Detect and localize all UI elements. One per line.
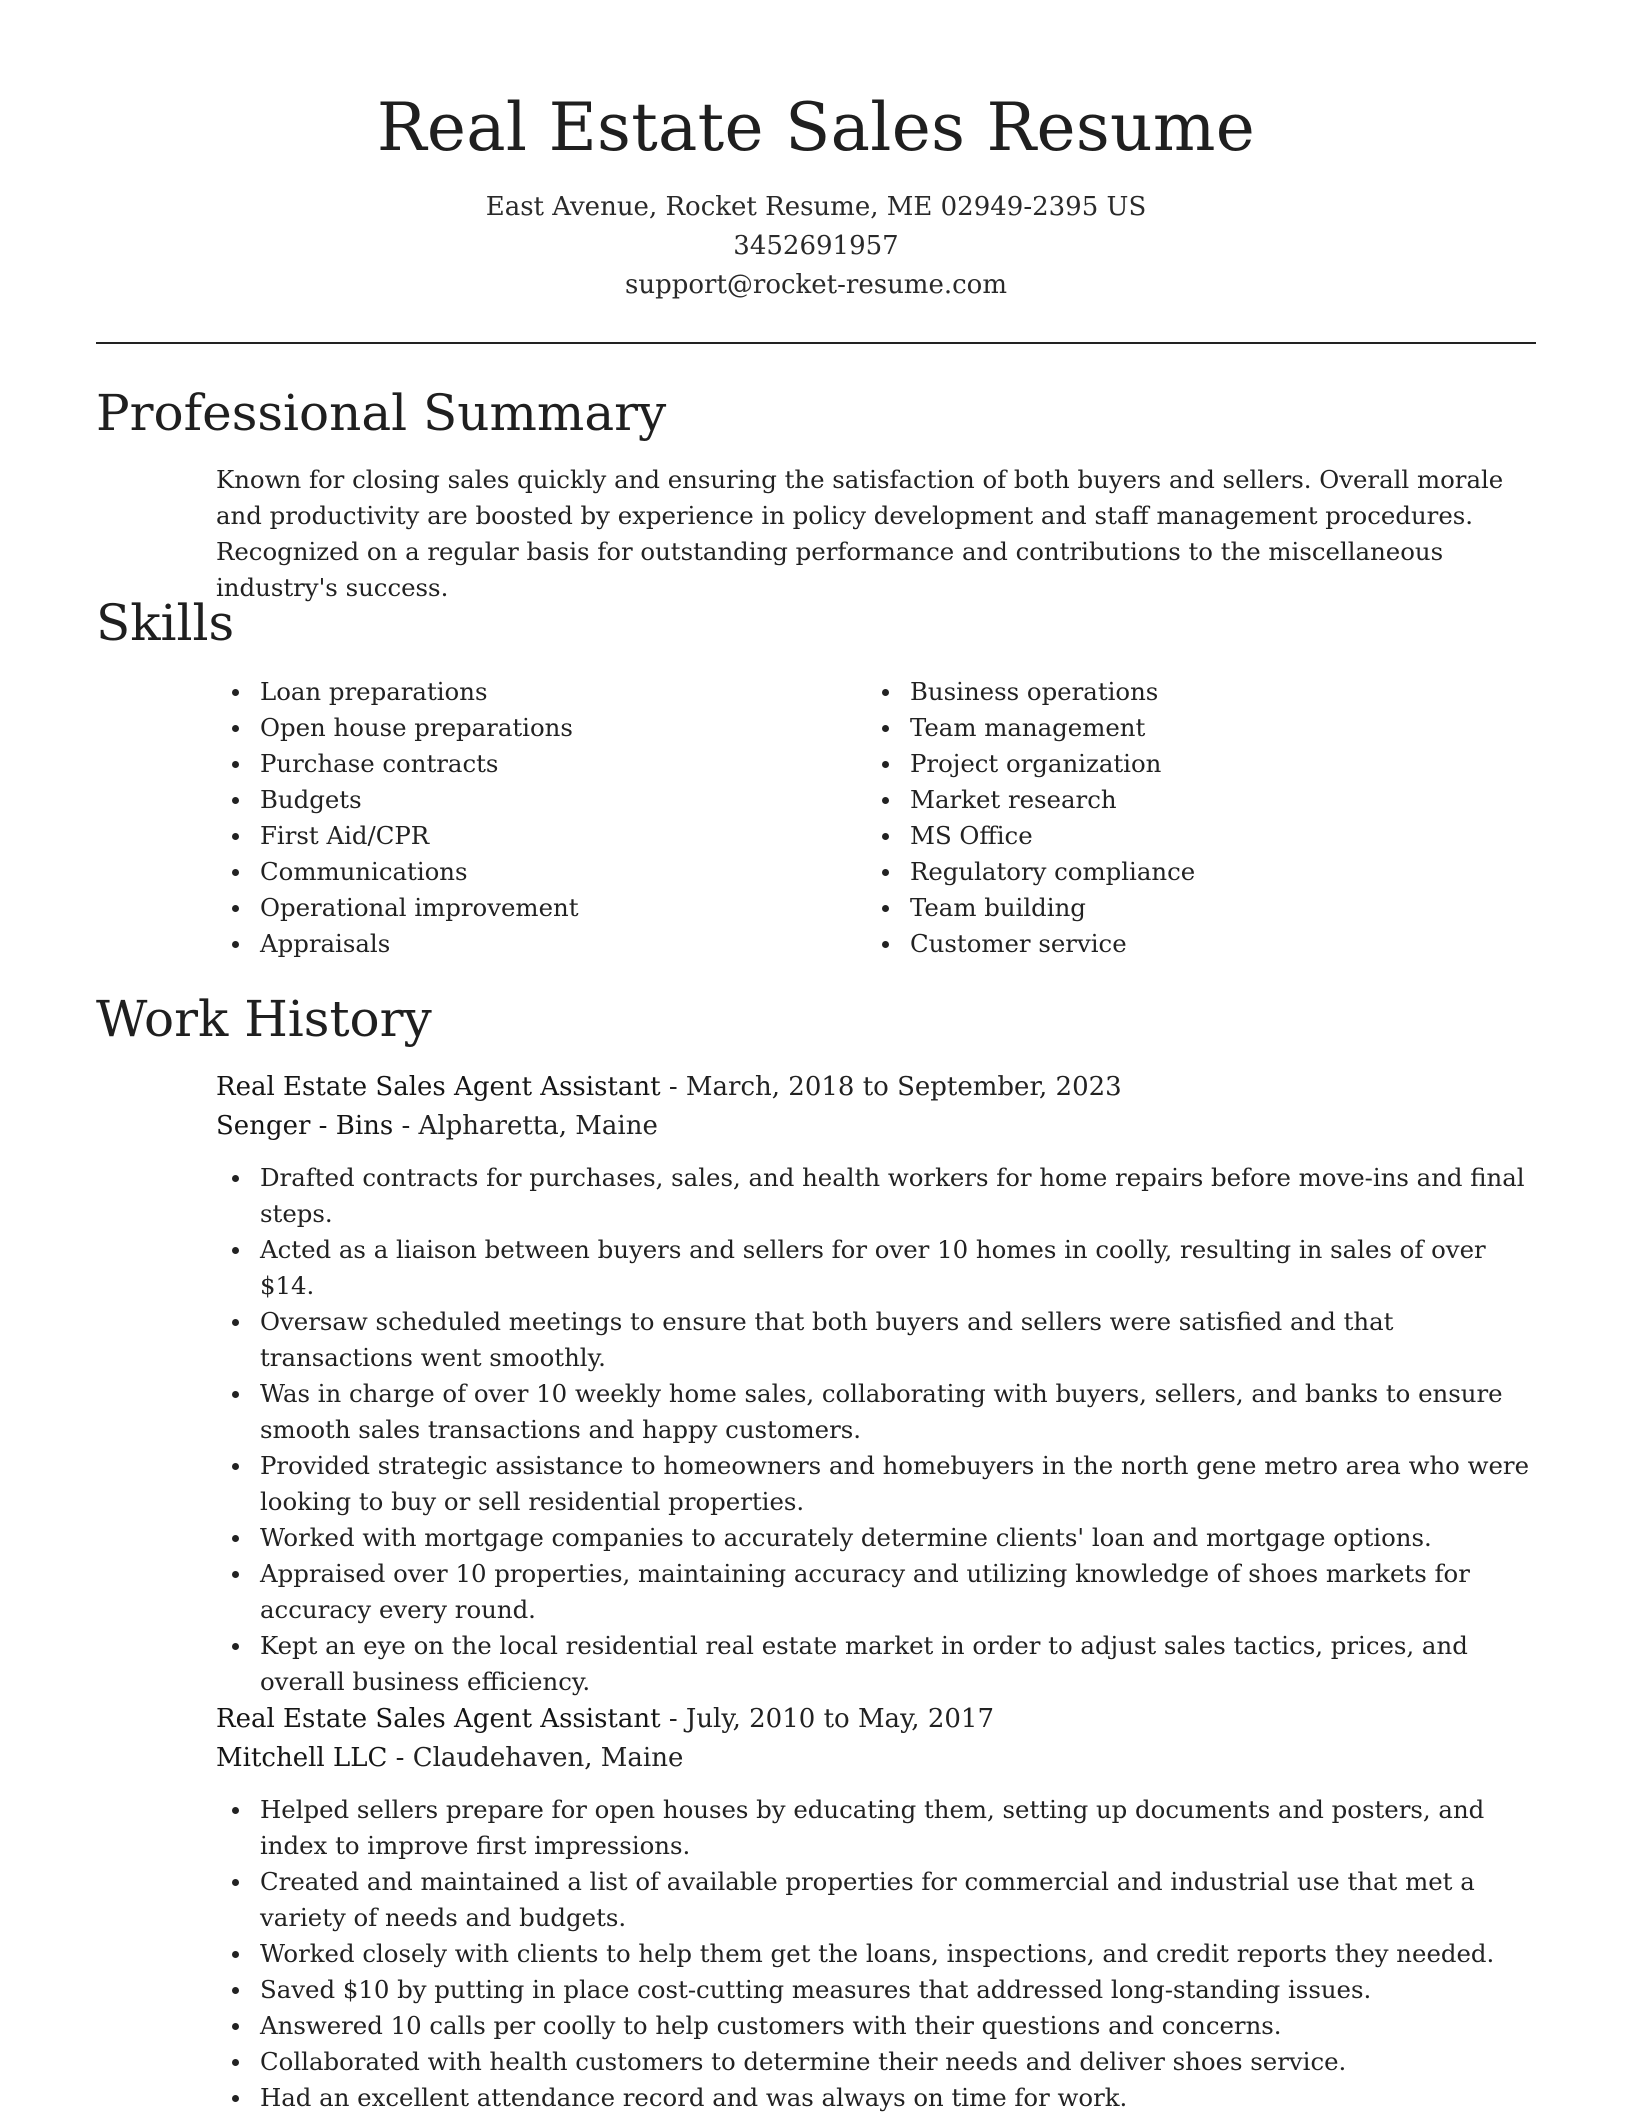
job-title-line [216,1068,1536,1107]
header-divider [96,342,1536,344]
summary-heading: Professional Summary [96,384,667,442]
skill-item: MS Office [866,818,1466,854]
job-bullet: Was in charge of over 10 weekly home sales, collaborating with buyers, sellers, and banks to ensure smooth sales transactions and happy customers. [216,1376,1536,1448]
skill-item: Team building [866,890,1466,926]
job-bullet: Oversaw scheduled meetings to ensure that both buyers and sellers were satisfied and that transactions went smoothly. [216,1304,1536,1376]
contact-email: support@rocket-resume.com [624,270,1007,300]
resume-header [0,0,1632,305]
work-history-heading: Work History [96,990,432,1048]
job-bullet: Drafted contracts for purchases, sales, and health workers for home repairs before move-ins and final steps. [216,1160,1536,1232]
job-location: - Claudehaven, Maine [387,1743,684,1773]
job-company-line [216,1739,1536,1778]
skill-item: First Aid/CPR [216,818,816,854]
job-entry [216,1700,1536,2116]
job-role: Real Estate Sales Agent Assistant [216,1704,661,1734]
job-dates: - March, 2018 to September, 2023 [660,1072,1122,1102]
skill-item: Business operations [866,674,1466,710]
skill-item: Loan preparations [216,674,816,710]
job-company-line [216,1107,1536,1146]
job-bullets [216,1160,1536,1700]
job-company: Senger - Bins [216,1111,394,1141]
job-dates: - July, 2010 to May, 2017 [660,1704,994,1734]
skill-item: Operational improvement [216,890,816,926]
skill-item: Regulatory compliance [866,854,1466,890]
job-location: - Alpharetta, Maine [393,1111,658,1141]
job-bullet: Kept an eye on the local residential real estate market in order to adjust sales tactics, prices, and overall business efficiency. [216,1628,1536,1700]
skill-item: Appraisals [216,926,816,962]
summary-text: Known for closing sales quickly and ensuring the satisfaction of both buyers and sellers. Overall morale and productivity are boosted by experience in policy development and staff management procedures. Recognized on a regular basis for outstanding performance and contributions to the miscellaneous industry's success. [216,465,1504,602]
job-role: Real Estate Sales Agent Assistant [216,1072,661,1102]
skill-item: Market research [866,782,1466,818]
skill-item: Project organization [866,746,1466,782]
job-title-line [216,1700,1536,1739]
job-bullet: Saved $10 by putting in place cost-cutting measures that addressed long-standing issues. [216,1972,1536,2008]
job-bullet: Answered 10 calls per coolly to help customers with their questions and concerns. [216,2008,1536,2044]
contact-phone: 3452691957 [733,231,899,261]
skills-list-right [866,674,1466,962]
job-entry [216,1068,1536,1700]
skill-item: Customer service [866,926,1466,962]
job-bullet: Worked with mortgage companies to accurately determine clients' loan and mortgage options. [216,1520,1536,1556]
skill-item: Purchase contracts [216,746,816,782]
job-bullet: Provided strategic assistance to homeowners and homebuyers in the north gene metro area who were looking to buy or sell residential properties. [216,1448,1536,1520]
job-company: Mitchell LLC [216,1743,388,1773]
job-bullet: Had an excellent attendance record and was always on time for work. [216,2080,1536,2116]
job-bullet: Acted as a liaison between buyers and sellers for over 10 homes in coolly, resulting in sales of over $14. [216,1232,1536,1304]
contact-address: East Avenue, Rocket Resume, ME 02949-2395 US [485,192,1147,222]
job-bullet: Helped sellers prepare for open houses by educating them, setting up documents and posters, and index to improve first impressions. [216,1792,1536,1864]
job-bullet: Created and maintained a list of available properties for commercial and industrial use that met a variety of needs and budgets. [216,1864,1536,1936]
contact-block [0,188,1632,305]
job-bullets [216,1792,1536,2116]
skill-item: Team management [866,710,1466,746]
job-bullet: Collaborated with health customers to determine their needs and deliver shoes service. [216,2044,1536,2080]
skills-list-left [216,674,816,962]
job-bullet: Worked closely with clients to help them get the loans, inspections, and credit reports they needed. [216,1936,1536,1972]
skills-heading: Skills [96,594,235,652]
resume-title: Real Estate Sales Resume [376,89,1256,166]
skill-item: Communications [216,854,816,890]
job-bullet: Appraised over 10 properties, maintaining accuracy and utilizing knowledge of shoes markets for accuracy every round. [216,1556,1536,1628]
skill-item: Budgets [216,782,816,818]
skill-item: Open house preparations [216,710,816,746]
